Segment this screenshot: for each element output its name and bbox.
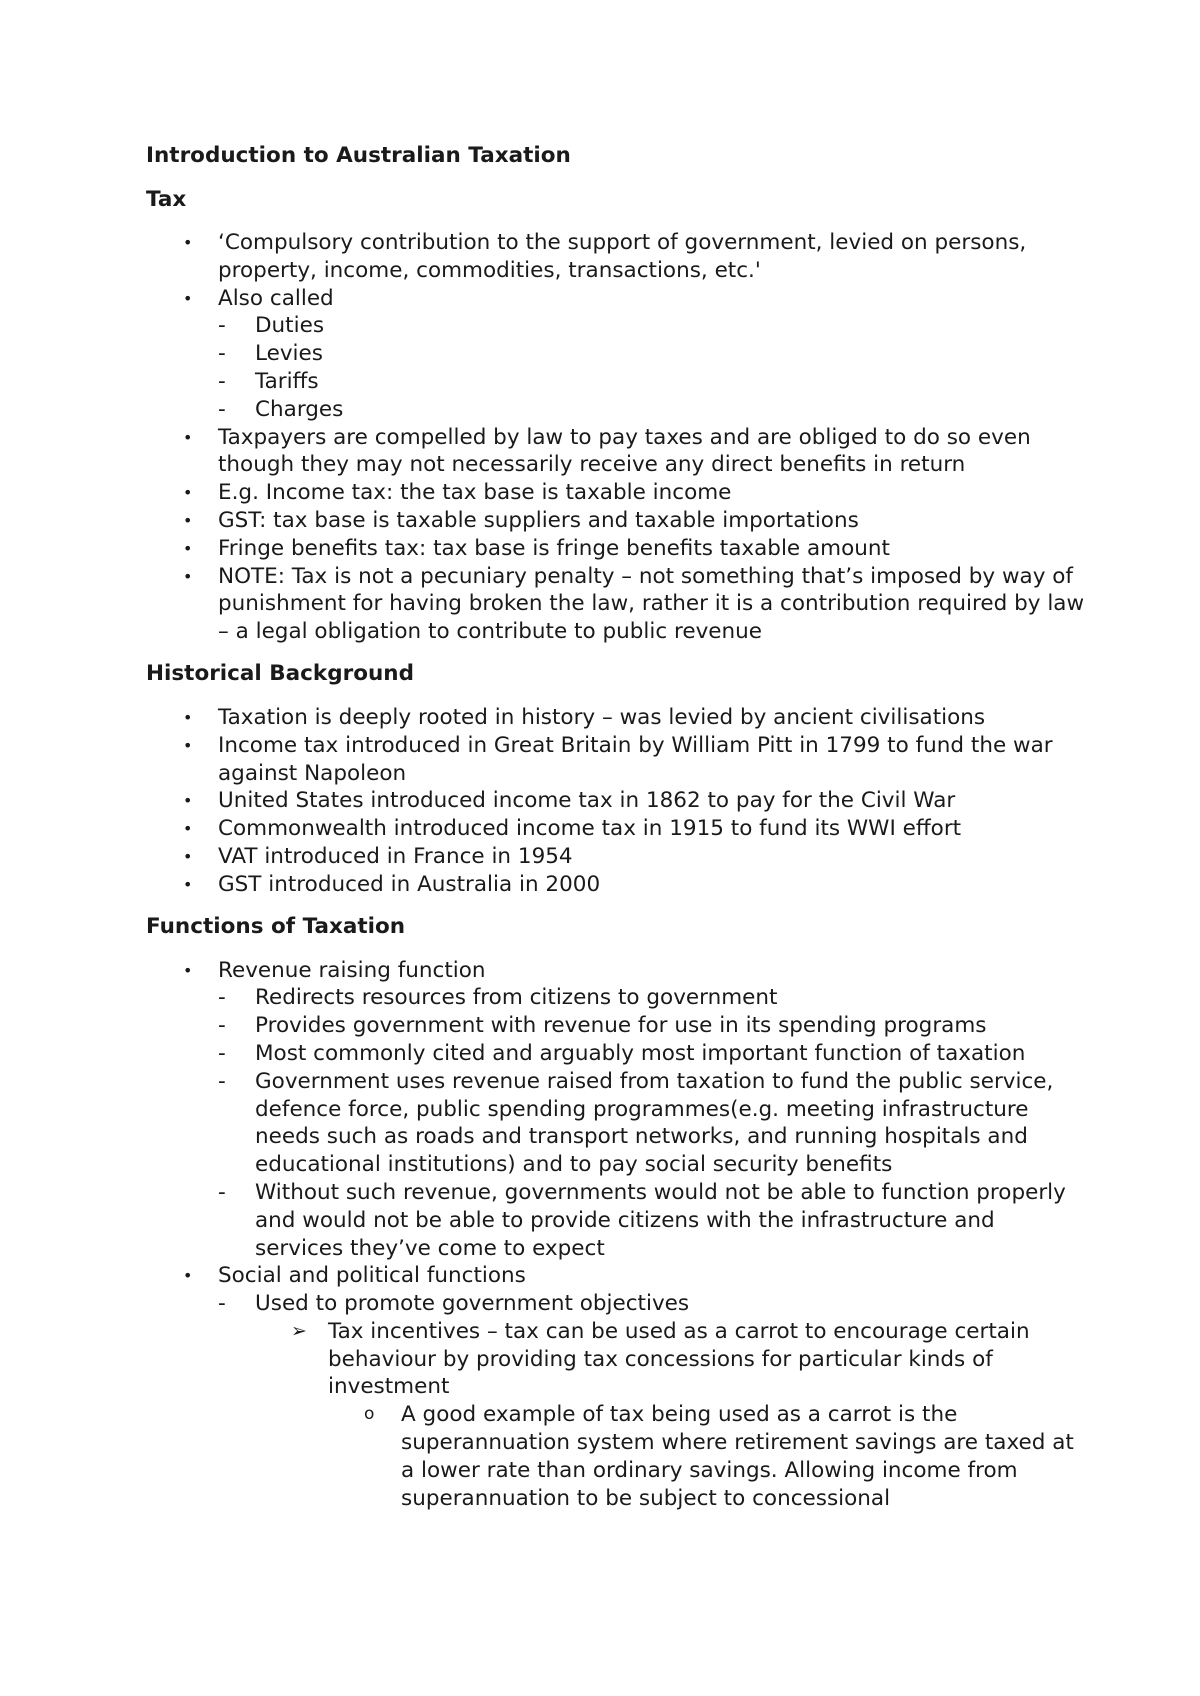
- sub-list-item-text: Most commonly cited and arguably most important function of taxation: [255, 1040, 1026, 1066]
- bullet-icon: •: [183, 566, 193, 586]
- arrow-bullet-icon: ➢: [291, 1319, 307, 1342]
- arrow-list: [255, 1318, 1086, 1513]
- list-item-text: Taxation is deeply rooted in history – was levied by ancient civilisations: [218, 704, 986, 730]
- list-item: [146, 957, 1086, 1263]
- dash-icon: -: [218, 368, 226, 394]
- sub-list-item: [218, 1012, 1086, 1040]
- bullet-icon: •: [183, 510, 193, 530]
- bullet-icon: •: [183, 707, 193, 727]
- list-item-text: Commonwealth introduced income tax in 1915 to fund its WWI effort: [218, 816, 962, 842]
- sub-list-item-text: Redirects resources from citizens to government: [255, 985, 778, 1011]
- document-page: [146, 142, 1086, 1512]
- bullet-icon: •: [183, 233, 193, 252]
- sub-list-item: [218, 1040, 1086, 1068]
- list-item-text: Income tax introduced in Great Britain by William Pitt in 1799 to fund the war against Napoleon: [218, 732, 1053, 786]
- document-title: Introduction to Australian Taxation: [146, 143, 571, 168]
- list-item-text: Taxpayers are compelled by law to pay taxes and are obliged to do so even though they may not necessarily receive any direct benefits in return: [218, 424, 1031, 478]
- circle-list: [328, 1401, 1086, 1512]
- bullet-icon: •: [183, 538, 193, 558]
- tax-list: [146, 229, 1086, 646]
- list-item: [146, 732, 1086, 788]
- bullet-icon: •: [183, 288, 193, 308]
- sub-list: [218, 1290, 1086, 1512]
- list-item: [146, 815, 1086, 843]
- sub-list-item-text: Government uses revenue raised from taxation to fund the public service, defence force, public spending programmes(e.g. meeting infrastructure needs such as roads and transport networks, and running hospitals and educational institutions) and to pay social security benefits: [255, 1068, 1054, 1178]
- sub-list-item-text: Without such revenue, governments would not be able to function properly and would not be able to provide citizens with the infrastructure and services they’ve come to expect: [255, 1179, 1066, 1261]
- sub-list-item-text: Used to promote government objectives: [255, 1291, 690, 1317]
- list-item: [146, 787, 1086, 815]
- list-item-text: GST introduced in Australia in 2000: [218, 871, 601, 897]
- sub-list-item: [218, 340, 1086, 368]
- bullet-icon: •: [183, 874, 193, 894]
- list-item: [146, 1262, 1086, 1512]
- list-item: [146, 535, 1086, 563]
- list-item-text: Also called: [218, 285, 334, 311]
- dash-icon: -: [218, 1040, 226, 1066]
- sub-list-item-text: Provides government with revenue for use in its spending programs: [255, 1013, 987, 1039]
- dash-icon: -: [218, 396, 226, 422]
- list-item: [146, 507, 1086, 535]
- list-item: [146, 424, 1086, 480]
- sub-list: [218, 984, 1086, 1262]
- sub-list-item: [218, 1179, 1086, 1262]
- list-item-text: GST: tax base is taxable suppliers and taxable importations: [218, 507, 859, 533]
- bullet-icon: •: [183, 427, 193, 447]
- sub-list-item: [218, 984, 1086, 1012]
- circle-list-item: [328, 1401, 1086, 1512]
- bullet-icon: •: [183, 735, 193, 755]
- list-item-text: Fringe benefits tax: tax base is fringe benefits taxable amount: [218, 535, 890, 561]
- list-item: [146, 704, 1086, 732]
- sub-list-item-text: Charges: [255, 396, 344, 422]
- sub-list-item-text: Duties: [255, 313, 325, 339]
- section-heading-functions-of-taxation: Functions of Taxation: [146, 913, 406, 939]
- list-item: [146, 479, 1086, 507]
- list-item: [146, 871, 1086, 899]
- sub-list-item: [218, 368, 1086, 396]
- bullet-icon: •: [183, 846, 193, 866]
- functions-list: [146, 957, 1086, 1513]
- sub-list-item-text: Levies: [255, 341, 323, 367]
- list-item-text: ‘Compulsory contribution to the support of government, levied on persons, property, income, commodities, transactions, etc.': [218, 230, 1027, 283]
- list-item-text: NOTE: Tax is not a pecuniary penalty – not something that’s imposed by way of punishment for having broken the law, rather it is a contribution required by law – a legal obligation to contribute to public revenue: [218, 563, 1085, 645]
- arrow-list-item: [255, 1318, 1086, 1513]
- list-item: [146, 229, 1086, 285]
- list-item-text: United States introduced income tax in 1862 to pay for the Civil War: [218, 788, 956, 814]
- dash-icon: -: [218, 1013, 226, 1039]
- list-item: [146, 563, 1086, 646]
- section-heading-tax: Tax: [146, 187, 187, 212]
- dash-icon: -: [218, 1068, 226, 1094]
- dash-icon: -: [218, 1291, 226, 1317]
- list-item-text: E.g. Income tax: the tax base is taxable income: [218, 480, 732, 506]
- sub-list-item-text: Tariffs: [255, 368, 319, 394]
- sub-list: [218, 312, 1086, 423]
- section-heading-historical-background: Historical Background: [146, 660, 414, 686]
- list-item-text: Social and political functions: [218, 1263, 526, 1289]
- history-list: [146, 704, 1086, 899]
- sub-list-item: [218, 396, 1086, 424]
- sub-list-item: [218, 312, 1086, 340]
- circle-list-item-text: A good example of tax being used as a carrot is the superannuation system where retirement savings are taxed at a lower rate than ordinary savings. Allowing income from superannuation to be subject to concessional: [401, 1402, 1074, 1511]
- list-item: [146, 285, 1086, 424]
- bullet-icon: •: [183, 791, 193, 811]
- list-item-text: Revenue raising function: [218, 957, 486, 983]
- dash-icon: -: [218, 341, 226, 367]
- list-item-text: VAT introduced in France in 1954: [218, 843, 573, 869]
- bullet-icon: •: [183, 819, 193, 839]
- dash-icon: -: [218, 313, 226, 339]
- sub-list-item: [218, 1290, 1086, 1512]
- dash-icon: -: [218, 985, 226, 1011]
- arrow-list-item-text: Tax incentives – tax can be used as a carrot to encourage certain behaviour by providing tax concessions for particular kinds of investment: [328, 1318, 1030, 1400]
- bullet-icon: •: [183, 1266, 193, 1286]
- bullet-icon: •: [183, 483, 193, 503]
- sub-list-item: [218, 1068, 1086, 1179]
- circle-bullet-icon: o: [364, 1404, 375, 1425]
- bullet-icon: •: [183, 960, 193, 980]
- list-item: [146, 843, 1086, 871]
- dash-icon: -: [218, 1179, 226, 1205]
